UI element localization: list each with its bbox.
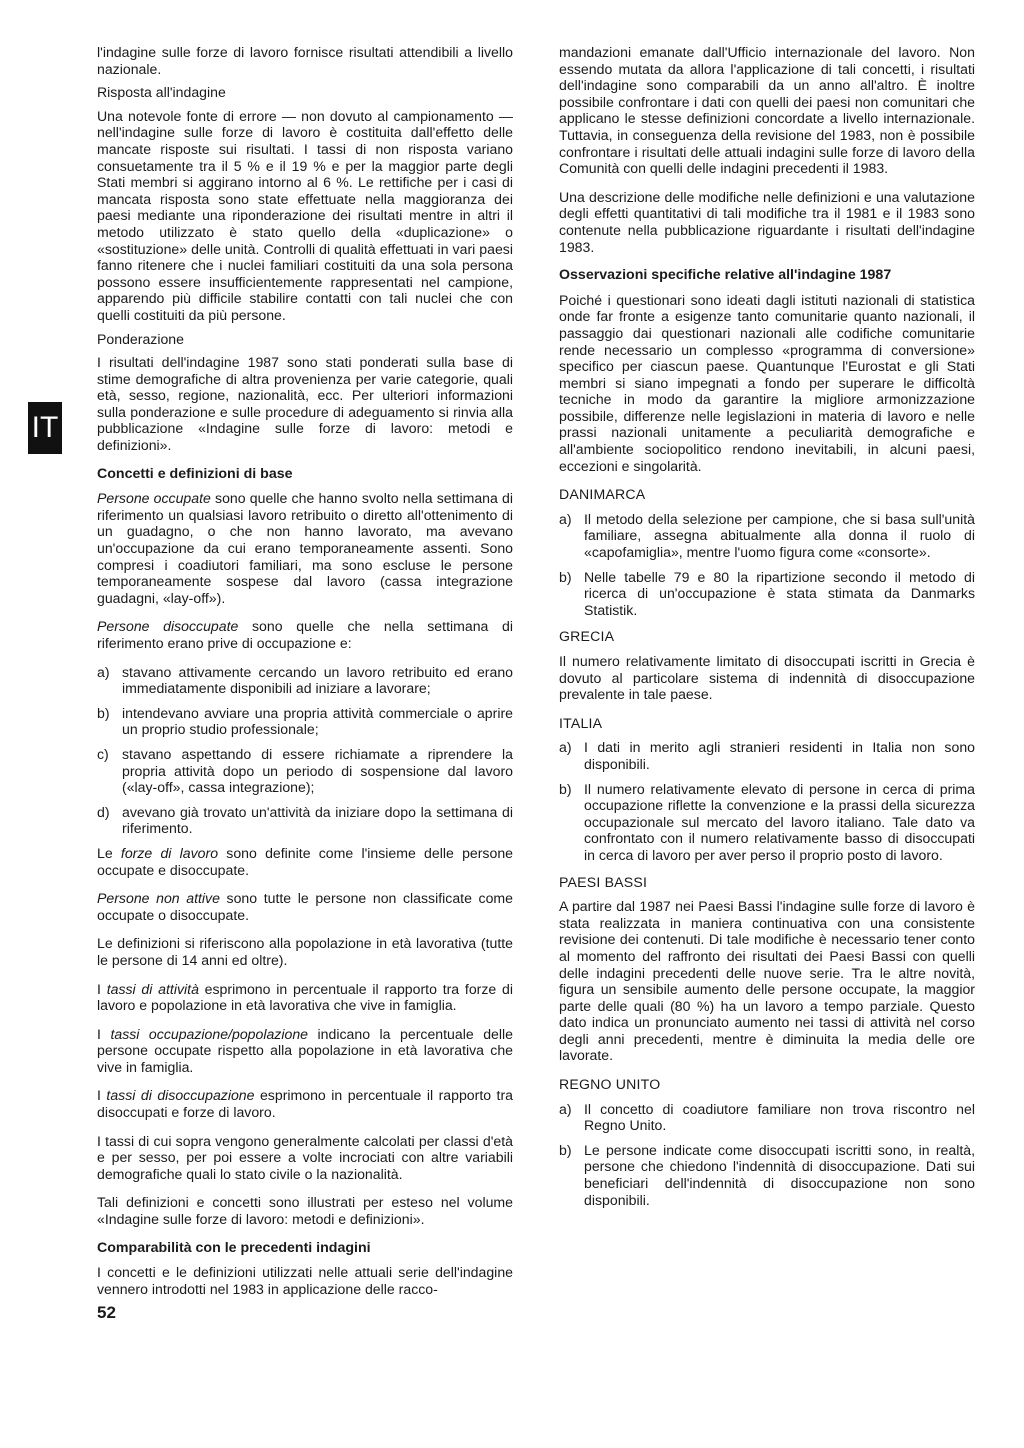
popolazione-paragraph: Le definizioni si riferiscono alla popolazione in età lavorativa (tutte le persone di 14 anni ed oltre).: [97, 935, 513, 968]
item-marker: b): [97, 704, 110, 721]
item-marker: a): [559, 510, 572, 527]
list-item: [559, 781, 975, 864]
ponderazione-paragraph: I risultati dell'indagine 1987 sono stati ponderati sulla base di stime demografiche di altra provenienza per varie categorie, quali età, sesso, regione, nazionalità, ecc. Per ulteriori informazioni sulla ponderazione e sulle procedure di adeguamento si rinvia alla pubblicazione «Indagine sulle forze di lavoro: metodi e definizioni».: [97, 354, 513, 454]
item-text: Il concetto di coadiutore familiare non trova riscontro nel Regno Unito.: [584, 1100, 975, 1134]
td-prefix: I: [97, 1087, 107, 1104]
item-text: Il metodo della selezione per campione, che si basa sull'unità familiare, assegna abitualmente alla donna il ruolo di «capofamiglia», mentre l'uomo figura come «consorte».: [584, 510, 975, 561]
list-item: [559, 739, 975, 772]
term-non-attive: Persone non attive: [97, 890, 220, 907]
to-text: indicano la percentuale delle persone occupate rispetto alla popolazione in età lavorativa che vive in famiglia.: [97, 1025, 513, 1075]
term-forze-lavoro: forze di lavoro: [120, 844, 219, 861]
fl-prefix: Le: [97, 844, 121, 861]
country-paesi-bassi: PAESI BASSI: [559, 873, 648, 890]
occupate-text: sono quelle che hanno svolto nella settimana di riferimento un qualsiasi lavoro retribuito o diretto all'ottenimento di un guadagno, o che non hanno lavorato, ma avevano un'occupazione da cui erano temporaneamente assenti. Sono compresi i coadiutori familiari, ma sono escluse le persone temporaneamente sospese dal lavoro (cassa integrazione guadagni, «lay-off»).: [97, 490, 513, 606]
tassi-occupazione-definition: [97, 1026, 513, 1076]
list-item: [559, 569, 975, 619]
tali-paragraph: Tali definizioni e concetti sono illustrati per esteso nel volume «Indagine sulle forze di lavoro: metodi e definizioni».: [97, 1194, 513, 1228]
forze-lavoro-definition: [97, 845, 513, 878]
item-text: Le persone indicate come disoccupati iscritti sono, in realtà, persone che chiedono l'indennità di disoccupazione. Dati sui beneficiari dell'indennità di disoccupazione non sono disponibili.: [584, 1141, 975, 1208]
item-text: Nelle tabelle 79 e 80 la ripartizione secondo il metodo di ricerca di un'occupazione è stata stimata da Danmarks Statistik.: [584, 568, 975, 618]
item-text: Il numero relativamente elevato di persone in cerca di prima occupazione riflette la convenzione e la prassi della sicurezza occupazionale sul mercato del lavoro italiano. Tale dato va confrontato con il numero relativamente basso di disoccupati in cerca di lavoro per aver perso il proprio posto di lavoro.: [584, 780, 975, 863]
disoccupate-definition: [97, 618, 513, 651]
country-regno-unito: REGNO UNITO: [559, 1076, 661, 1093]
list-item: [97, 804, 513, 837]
section-label-ponderazione: Ponderazione: [97, 330, 184, 347]
item-text: stavano attivamente cercando un lavoro retribuito ed erano immediatamente disponibili ad iniziare a lavorare;: [122, 663, 513, 697]
tassi-attivita-definition: [97, 981, 513, 1014]
item-marker: a): [97, 663, 110, 680]
na-text: sono tutte le persone non classificate come occupate o disoccupate.: [97, 890, 513, 923]
grecia-paragraph: Il numero relativamente limitato di disoccupati iscritti in Grecia è dovuto al particolare sistema di indennità di disoccupazione prevalente in tale paese.: [559, 653, 975, 703]
item-text: I dati in merito agli stranieri residenti in Italia non sono disponibili.: [584, 739, 975, 772]
paesi-bassi-paragraph: A partire dal 1987 nei Paesi Bassi l'indagine sulle forze di lavoro è stata realizzata in maniera continuativa con una consistente revisione dei contenuti. Di tale modifiche è necessario tener conto al momento del raffronto dei risultati dei Paesi Bassi con quelli delle indagini precedenti delle nuove serie. Tra le altre novità, figura un sensibile aumento delle persone occupate, la maggior parte delle quali (80 %) ha un lavoro a tempo parziale. Questo dato indica un pronunciato aumento nei tassi di attività nel corso degli anni precedenti, mentre è diminuita la media delle ore lavorate.: [559, 898, 975, 1064]
language-tab: IT: [28, 402, 62, 454]
heading-osservazioni: Osservazioni specifiche relative all'indagine 1987: [559, 267, 892, 284]
list-item: [97, 705, 513, 738]
item-text: avevano già trovato un'attività da iniziare dopo la settimana di riferimento.: [122, 803, 513, 837]
item-marker: d): [97, 803, 110, 820]
item-marker: b): [559, 1141, 572, 1158]
left-column: [97, 44, 513, 1304]
page-number: 52: [97, 1303, 116, 1322]
descrizione-paragraph: Una descrizione delle modifiche nelle definizioni e una valutazione degli effetti quantitativi di tali modifiche tra il 1981 e il 1983 sono contenute nella pubblicazione riguardante i risultati dell'indagine 1983.: [559, 188, 975, 255]
ta-text: esprimono in percentuale il rapporto tra forze di lavoro e popolazione in età lavorativa che vive in famiglia.: [97, 980, 513, 1014]
list-item: [559, 511, 975, 561]
country-grecia: GRECIA: [559, 628, 615, 645]
td-text: esprimono in percentuale il rapporto tra disoccupati e forze di lavoro.: [97, 1087, 514, 1121]
comparabilita-paragraph: I concetti e le definizioni utilizzati nelle attuali serie dell'indagine vennero introdotti nel 1983 in applicazione delle racco-: [97, 1264, 513, 1297]
poiche-paragraph: Poiché i questionari sono ideati dagli istituti nazionali di statistica onde far fronte a esigenze tanto comunitarie quanto nazionali, il passaggio dai questionari nazionali alle codifiche comunitarie rende necessario un complesso «programma di conversione» specifico per ciascun paese. Quantunque l'Eurostat e gli Stati membri si siano impegnati a fondo per superare le difficoltà tecniche in modo da garantire la migliore armonizzazione possibile, differenze nelle legislazioni in materia di lavoro e nelle prassi nazionali unitamente a peculiarità demografiche e all'ambiente sociopolitico rendono inevitabili, in alcuni paesi, eccezioni e singolarità.: [559, 291, 975, 474]
term-tassi-occupazione: tassi occupazione/popolazione: [110, 1025, 309, 1042]
heading-comparabilita: Comparabilità con le precedenti indagini: [97, 1239, 371, 1256]
disoccupate-text: sono quelle che nella settimana di riferimento erano prive di occupazione e:: [97, 618, 513, 651]
intro-paragraph: l'indagine sulle forze di lavoro fornisce risultati attendibili a livello nazionale.: [97, 44, 513, 77]
item-text: intendevano avviare una propria attività commerciale o aprire un proprio studio professionale;: [122, 704, 513, 738]
item-marker: b): [559, 780, 572, 797]
term-disoccupate: Persone disoccupate: [97, 618, 239, 635]
list-item: [97, 746, 513, 796]
list-item: [97, 664, 513, 697]
occupate-definition: [97, 490, 513, 606]
list-item: [559, 1142, 975, 1208]
tassi-paragraph: I tassi di cui sopra vengono generalmente calcolati per classi d'età e per sesso, per poi essere a volte incrociati con altre variabili demografiche quali lo stato civile o la nazionalità.: [97, 1132, 513, 1182]
fl-text: sono definite come l'insieme delle persone occupate e disoccupate.: [97, 844, 513, 878]
country-danimarca: DANIMARCA: [559, 486, 646, 503]
item-marker: c): [97, 745, 109, 762]
tassi-disoccupazione-definition: [97, 1087, 513, 1120]
term-tassi-disoccupazione: tassi di disoccupazione: [106, 1087, 255, 1104]
item-marker: b): [559, 568, 572, 585]
term-tassi-attivita: tassi di attività: [106, 980, 199, 997]
non-attive-definition: [97, 890, 513, 923]
term-occupate: Persone occupate: [97, 490, 211, 507]
item-marker: a): [559, 739, 572, 756]
list-item: [559, 1101, 975, 1134]
heading-concetti: Concetti e definizioni di base: [97, 465, 293, 482]
right-column: [559, 44, 975, 1216]
item-text: stavano aspettando di essere richiamate a riprendere la propria attività dopo un periodo di sospensione dal lavoro («lay-off», cassa integrazione);: [122, 745, 513, 796]
item-marker: a): [559, 1100, 572, 1117]
section-label-risposta: Risposta all'indagine: [97, 84, 226, 101]
to-prefix: I: [97, 1025, 111, 1042]
risposta-paragraph: Una notevole fonte di errore — non dovuto al campionamento — nell'indagine sulle forze di lavoro è costituita dall'effetto delle mancate risposte sui risultati. I tassi di non risposta variano consuetamente tra il 5 % e il 19 % e per la maggior parte degli Stati membri si aggirano intorno al 6 %. Le rettifiche per i casi di mancata risposta sono state effettuate nella maggioranza dei paesi mediante una riponderazione dei risultati mentre in altri il metodo utilizzato è stato quello della «duplicazione» o «sostituzione» delle unità. Controlli di qualità effettuati in vari paesi fanno ritenere che i nuclei familiari costituiti da una sola persona possono essere insufficientemente rappresentati nel campione, apparendo più difficile stabilire contatti con tali nuclei che con quelli costituiti da più persone.: [97, 107, 513, 323]
continuation-paragraph: mandazioni emanate dall'Ufficio internazionale del lavoro. Non essendo mutata da allora l'applicazione di tali concetti, i risultati dell'indagine sono comparabili da un anno all'altro. È inoltre possibile confrontare i dati con quelli dei paesi non comunitari che applicano le stesse definizioni concordate a livello internazionale. Tuttavia, in conseguenza della revisione del 1983, non è possibile confrontare i risultati delle attuali indagini sulle forze di lavoro della Comunità con quelli delle indagini precedenti il 1983.: [559, 44, 975, 177]
country-italia: ITALIA: [559, 714, 603, 731]
ta-prefix: I: [97, 980, 107, 997]
